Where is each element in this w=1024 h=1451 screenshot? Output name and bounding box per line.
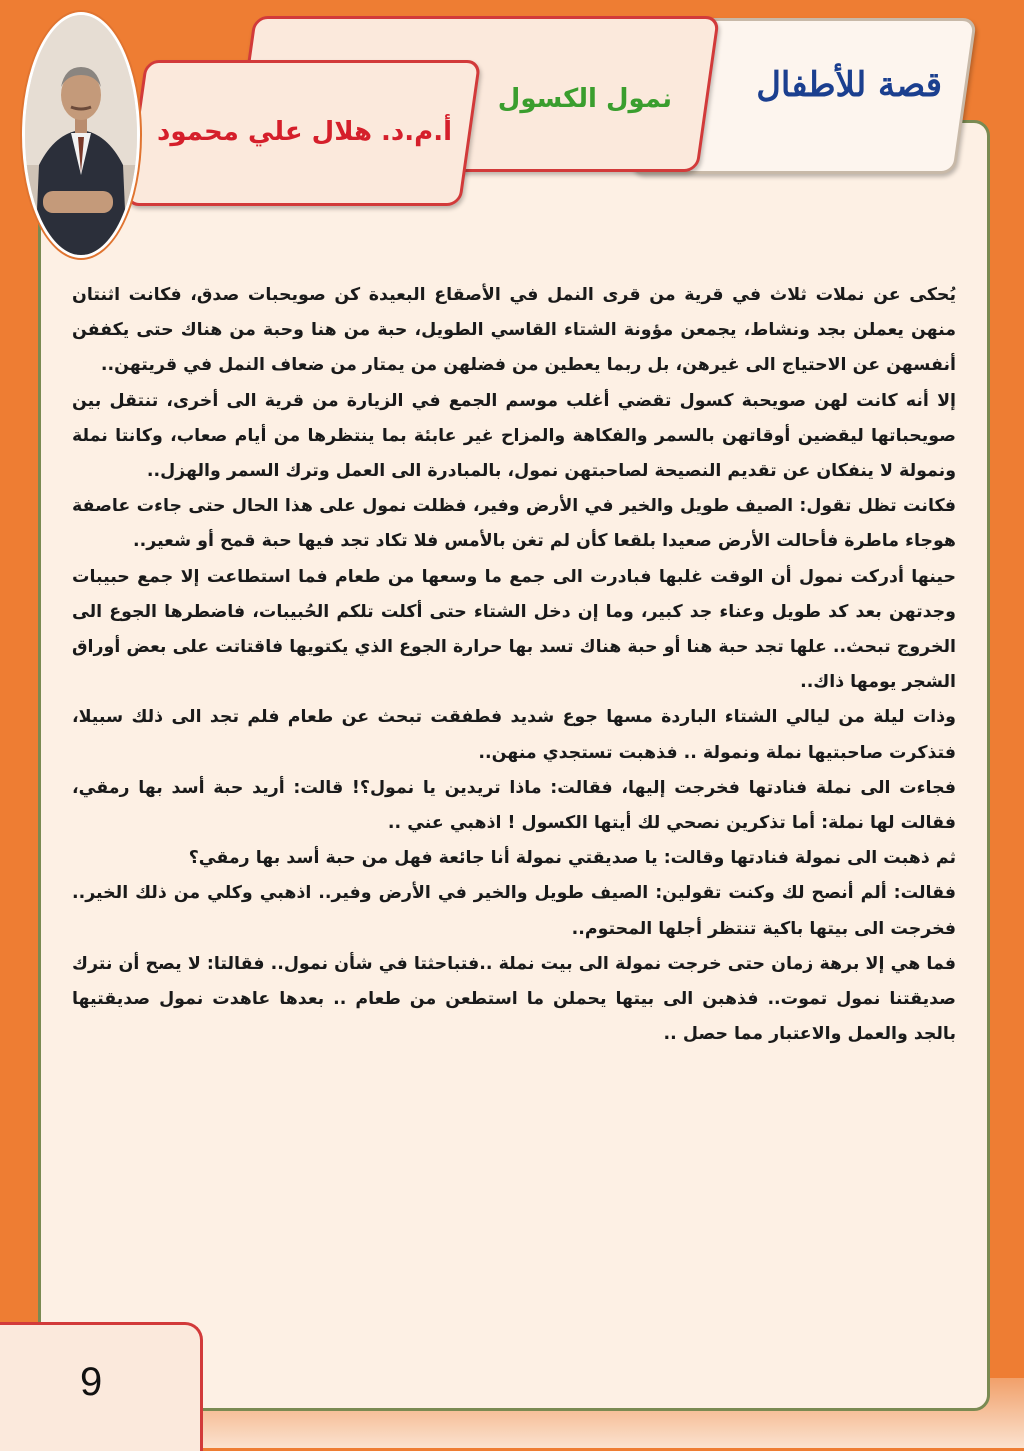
author-name: أ.م.د. هلال علي محمود [156,117,452,147]
story-text [72,278,956,1052]
paragraph: إلا أنه كانت لهن صويحبة كسول تقضي أغلب موسم الجمع في الزيارة من قرية الى أخرى، تنتقل بين صويحباتها ليقضين أوقاتهن بالسمر والفكاهة والمزاح غير عابئة بما ينتظرها من أيام صعاب، وكانتا نملة ونمولة لا ينفكان عن تقديم النصيحة لصاحبتهن نمول، بالمبادرة الى العمل وترك السمر والهزل.. [72,390,956,482]
paragraph: فجاءت الى نملة فنادتها فخرجت إليها، فقالت: ماذا تريدين يا نمول؟! قالت: أريد حبة أسد بها رمقي، فقالت لها نملة: أما تذكرين نصحي لك أيتها الكسول ! اذهبي عني .. [72,777,956,834]
paragraph: فقالت: ألم أنصح لك وكنت تقولين: الصيف طويل والخير في الأرض وفير.. اذهبي وكلي من ذلك الخير.. فخرجت الى بيتها باكية تنتظر أجلها المحتوم.. [72,883,956,939]
paragraph: وذات ليلة من ليالي الشتاء الباردة مسها جوع شديد فطفقت تبحث عن طعام فلم تجد الى ذلك سبيلا، فتذكرت صاحبتيها نملة ونمولة .. فذهبت تستجدي منهن.. [72,707,956,763]
paragraph: يُحكى عن نملات ثلاث في قرية من قرى النمل في الأصقاع البعيدة كن صويحبات صدق، فكانت اثنتان منهن يعملن بجد ونشاط، يجمعن مؤونة الشتاء القاسي الطويل، حبة من هنا وحبة من هناك حتى يكففن أنفسهن عن الاحتياج الى غيرهن، بل ربما يعطين من فضلهن من يمتار من ضعاف النمل في قريتهن.. [72,285,956,376]
paragraph: فكانت تظل تقول: الصيف طويل والخير في الأرض وفير، فظلت نمول على هذا الحال حتى جاءت عاصفة هوجاء ماطرة فأحالت الأرض صعيدا بلقعا كأن لم تغن بالأمس فلا تكاد تجد فيها حبة قمح أو شعير.. [72,496,956,552]
page-number: 9 [80,1360,103,1404]
paragraph: ثم ذهبت الى نمولة فنادتها وقالت: يا صديقتي نمولة أنا جائعة فهل من حبة أسد بها رمقي؟ [188,848,956,869]
author-photo-illustration [25,15,137,255]
story-title: نمول الكسول [497,84,672,114]
paragraph: فما هي إلا برهة زمان حتى خرجت نمولة الى بيت نملة ..فتباحثتا في شأن نمول.. فقالتا: لا يصح أن نترك صديقتنا نمول تموت.. فذهبن الى بيتها يحملن ما استطعن من طعام .. بعدها عاهدت نمول صديقتيها بالجد والعمل والاعتبار مما حصل .. [72,953,956,1045]
series-title: قصة للأطفال [756,65,942,105]
author-photo [22,12,140,258]
paragraph: حينها أدركت نمول أن الوقت غلبها فبادرت الى جمع ما وسعها من طعام فما استطاعت إلا جمع حبيبات وجدتهن بعد كد طويل وعناء جد كبير، وما إن دخل الشتاء حتى أكلت تلكم الحُبيبات، فاضطرها الجوع الى الخروج تبحث.. علها تجد حبة هنا أو حبة هناك تسد بها حرارة الجوع الذي يكتويها فاقتاتت على بعض أوراق الشجر يومها ذاك.. [72,566,956,693]
